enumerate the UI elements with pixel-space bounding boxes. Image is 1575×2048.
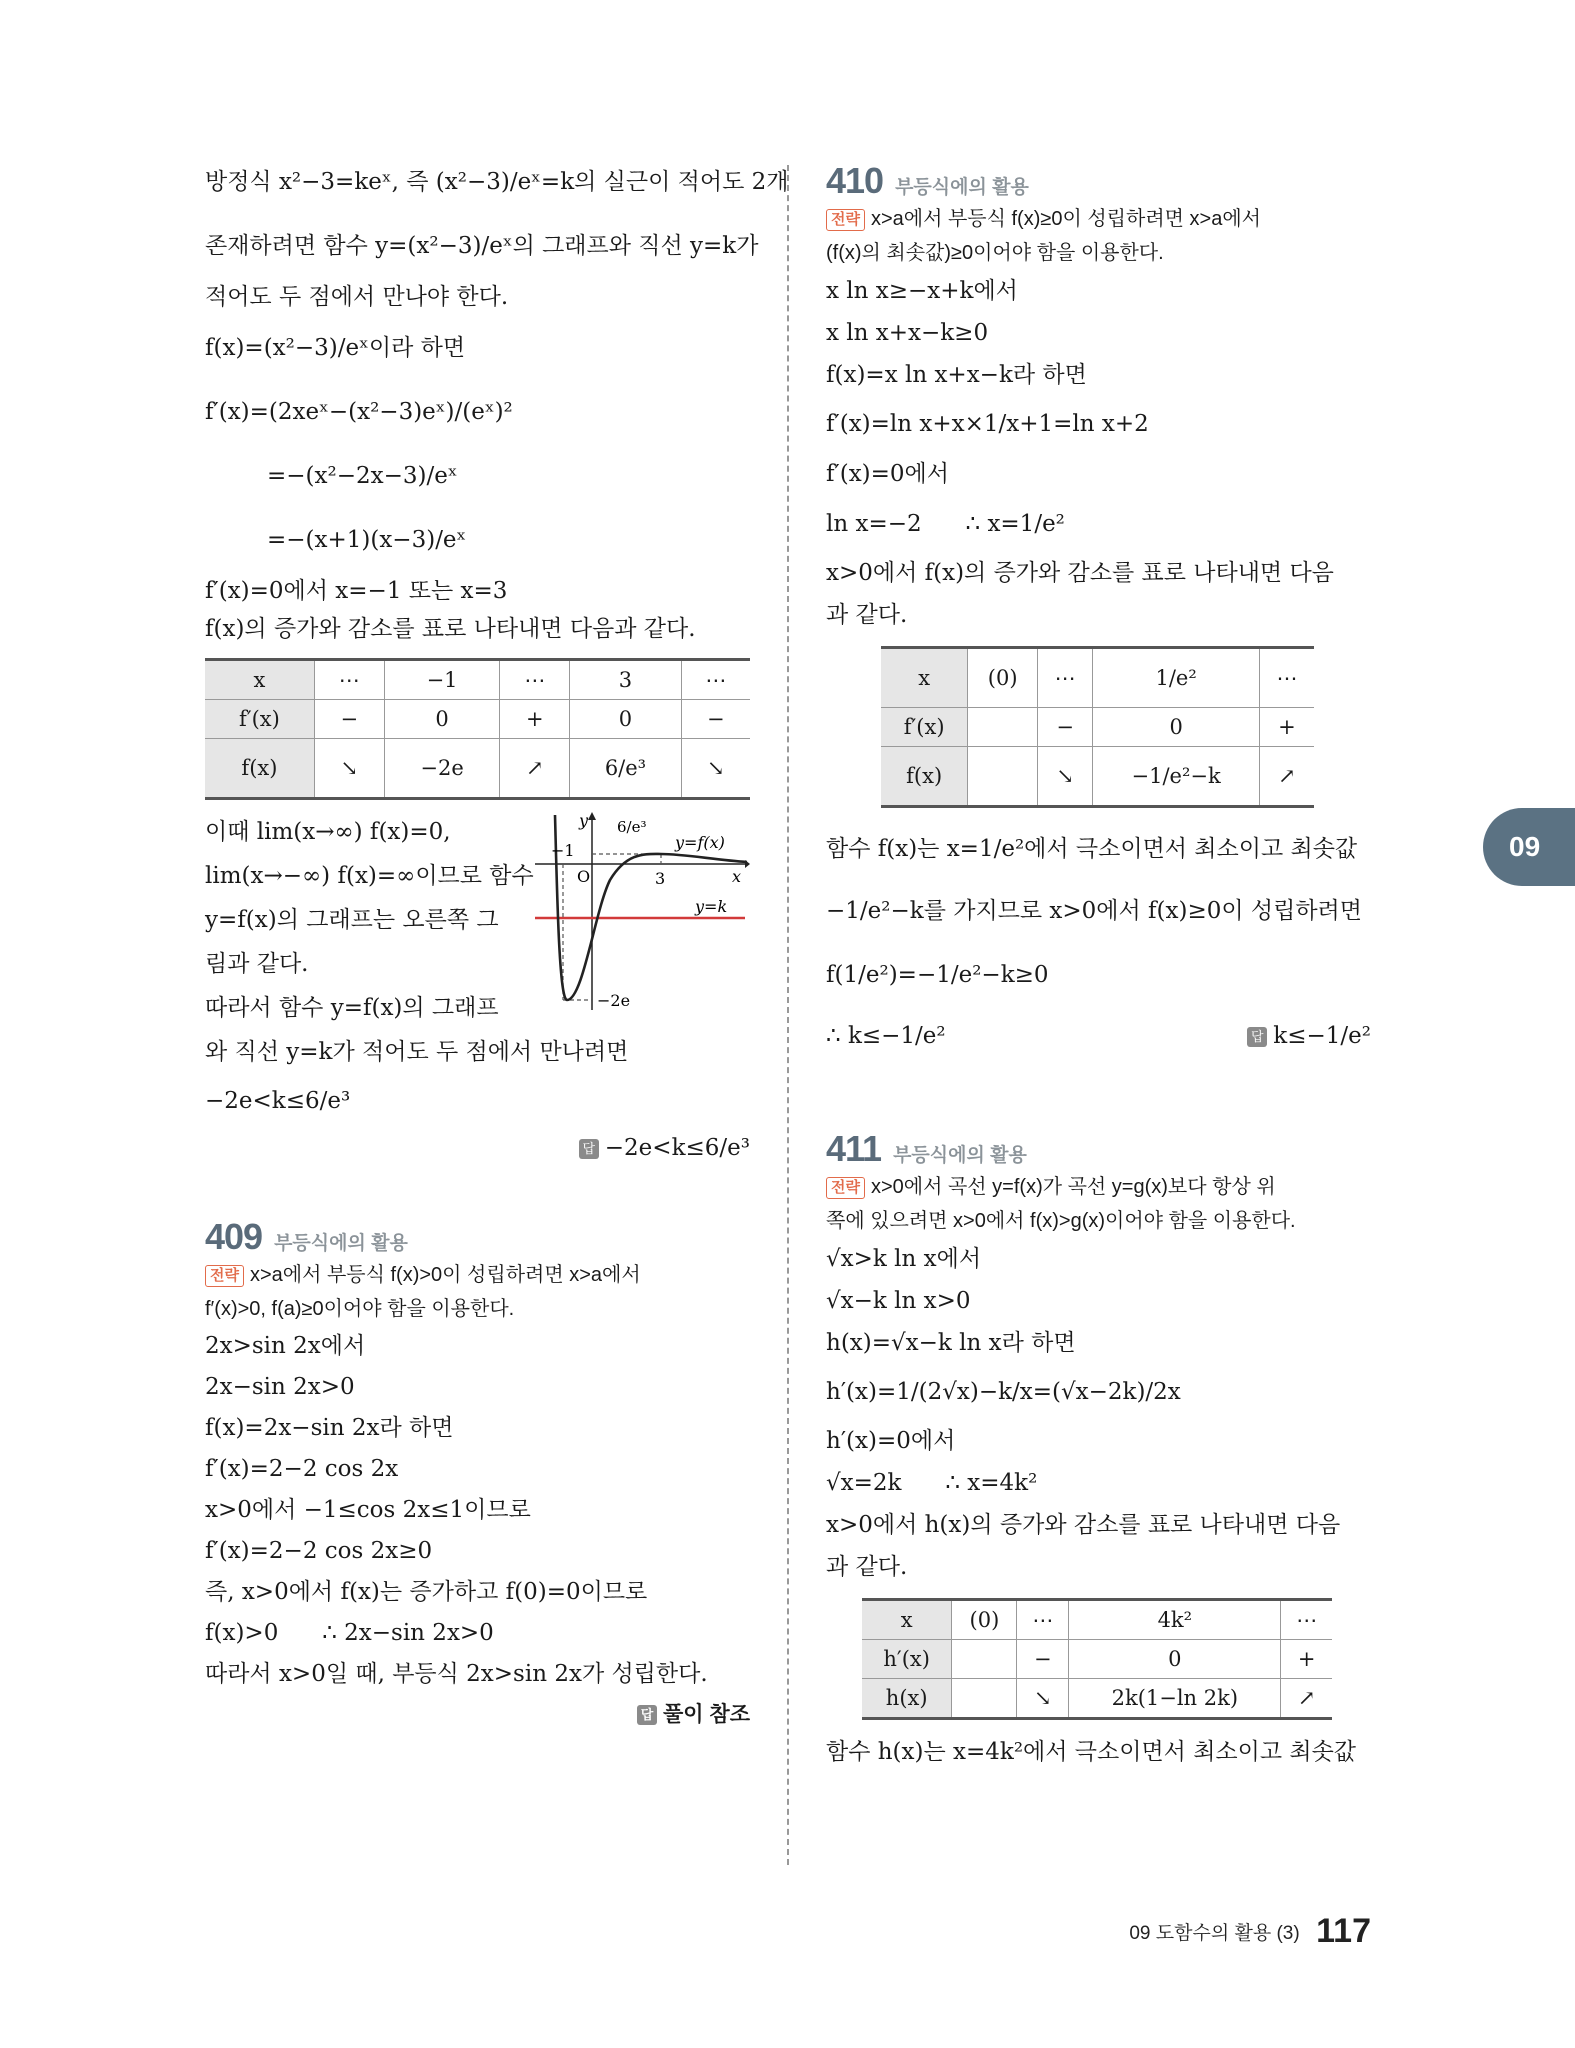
strategy-line: 전략 x>a에서 부등식 f(x)>0이 성립하려면 x>a에서 [205,1258,750,1292]
right-column [826,160,1371,1774]
table-cell: 0 [570,700,681,739]
problem-title: 부등식에의 활용 [274,1233,408,1254]
text-line: f(1/e²)=−1/e²−k≥0 [826,962,1049,988]
conclusion-row [826,1008,1371,1064]
text-line: f(x)=x ln x+x−k라 하면 [826,362,1087,388]
table-cell: x [862,1600,952,1640]
strategy-line: 전략 x>0에서 곡선 y=f(x)가 곡선 y=g(x)보다 항상 위 [826,1170,1371,1204]
table-cell [968,747,1038,807]
text-line: 함수 h(x)는 x=4k²에서 극소이면서 최소이고 최솟값 [826,1739,1357,1765]
text-line: f(x)의 증가와 감소를 표로 나타내면 다음과 같다. [205,616,696,642]
text-line: lim(x→−∞) f(x)=∞이므로 함수 [205,863,534,889]
table-cell: ↘ [1037,747,1092,807]
table-cell: 6/e³ [570,739,681,799]
table-cell: ↘ [1017,1679,1069,1719]
table-cell: 3 [570,660,681,700]
table-cell [968,708,1038,747]
text-line: √x>k ln x에서 [826,1246,982,1272]
y-label: y [579,811,589,830]
max-label: 6/e³ [617,818,647,836]
table-cell: + [1281,1640,1332,1679]
table-cell: x [205,660,314,700]
text-line: 2x>sin 2x에서 [205,1333,366,1359]
problem-410-header [826,160,1371,202]
chapter-side-tab: 09 [1483,808,1575,886]
text-line: ∴ k≤−1/e² [826,1023,946,1049]
text-line: f′(x)=2−2 cos 2x [205,1456,399,1482]
table-cell: (0) [968,648,1038,708]
page-number: 117 [1316,1912,1371,1950]
table-cell: ↗ [1281,1679,1332,1719]
table-cell: −1/e²−k [1093,747,1260,807]
text-line: x>0에서 f(x)의 증가와 감소를 표로 나타내면 다음 [826,560,1334,586]
table-cell: (0) [952,1600,1017,1640]
table-cell: ⋯ [1281,1600,1332,1640]
text-line: 따라서 x>0일 때, 부등식 2x>sin 2x가 성립한다. [205,1661,708,1687]
function-graph [535,810,750,1020]
text-line: f′(x)=(2xeˣ−(x²−3)eˣ)/(eˣ)² [205,399,513,425]
table-cell: 1/e² [1093,648,1260,708]
strategy-tag: 전략 [826,209,865,231]
variation-table-408 [205,658,750,800]
table-cell: ⋯ [681,660,750,700]
answer-icon: 답 [579,1139,599,1159]
column-divider [787,165,789,1865]
table-cell: 0 [384,700,500,739]
minus1-label: −1 [551,841,575,860]
table-cell: −1 [384,660,500,700]
table-cell: ↗ [500,739,570,799]
min-label: −2e [597,991,631,1010]
table-cell: x [881,648,968,708]
text-line: f(x)=(x²−3)/eˣ이라 하면 [205,335,466,361]
problem-411-header [826,1128,1371,1170]
table-cell: f′(x) [881,708,968,747]
answer-icon: 답 [1247,1027,1267,1047]
strategy-tag: 전략 [826,1177,865,1199]
text-line: −1/e²−k를 가지므로 x>0에서 f(x)≥0이 성립하려면 [826,898,1362,924]
text-line: 적어도 두 점에서 만나야 한다. [205,284,509,310]
text-line: 2x−sin 2x>0 [205,1374,355,1400]
text-line: f′(x)=ln x+x×1/x+1=ln x+2 [826,411,1149,437]
table-cell: ⋯ [1037,648,1092,708]
left-column [205,150,789,1735]
table-cell: 0 [1069,1640,1281,1679]
text-line: 방정식 x²−3=keˣ, 즉 (x²−3)/eˣ=k의 실근이 적어도 2개 [205,169,789,195]
table-cell: 0 [1093,708,1260,747]
text-line: √x=2k ∴ x=4k² [826,1470,1038,1496]
strategy-tag: 전략 [205,1265,244,1287]
text-line: ln x=−2 ∴ x=1/e² [826,511,1065,537]
table-cell: ⋯ [500,660,570,700]
table-cell: −2e [384,739,500,799]
text-line: 와 직선 y=k가 적어도 두 점에서 만나려면 [205,1039,629,1065]
text-line: x ln x+x−k≥0 [826,320,989,346]
table-cell: f′(x) [205,700,314,739]
text-line: 따라서 함수 y=f(x)의 그래프 [205,995,499,1021]
problem-409-header [205,1216,750,1258]
problem-title: 부등식에의 활용 [895,177,1029,198]
curve-label: y=f(x) [675,833,725,852]
graph-row [205,810,750,1030]
text-line: f(x)>0 ∴ 2x−sin 2x>0 [205,1620,494,1646]
text-line: 이때 lim(x→∞) f(x)=0, [205,819,451,845]
problem-number: 411 [826,1128,882,1169]
text-line: 과 같다. [826,602,908,628]
table-cell: f(x) [205,739,314,799]
table-cell: f(x) [881,747,968,807]
table-cell: − [681,700,750,739]
text-line: h(x)=√x−k ln x라 하면 [826,1330,1076,1356]
text-line: 함수 f(x)는 x=1/e²에서 극소이면서 최소이고 최솟값 [826,836,1358,862]
text-line: 존재하려면 함수 y=(x²−3)/eˣ의 그래프와 직선 y=k가 [205,233,759,259]
text-line: h′(x)=1/(2√x)−k/x=(√x−2k)/2x [826,1379,1181,1405]
text-line: =−(x²−2x−3)/eˣ [267,463,458,489]
strategy-line: 쪽에 있으려면 x>0에서 f(x)>g(x)이어야 함을 이용한다. [826,1210,1296,1232]
text-line: x ln x≥−x+k에서 [826,278,1018,304]
origin-label: O [577,867,591,886]
answer-410: 답 k≤−1/e² [1247,1016,1371,1056]
table-cell: − [1017,1640,1069,1679]
page-footer [1110,1912,1371,1951]
text-line: 과 같다. [826,1554,908,1580]
variation-table-410 [881,646,1314,808]
three-label: 3 [655,869,666,888]
text-line: x>0에서 −1≤cos 2x≤1이므로 [205,1497,531,1523]
line-label: y=k [695,897,728,916]
x-label: x [732,867,742,886]
table-cell: h(x) [862,1679,952,1719]
table-cell: ↗ [1259,747,1314,807]
table-cell: ↘ [681,739,750,799]
table-cell: 2k(1−ln 2k) [1069,1679,1281,1719]
table-cell [952,1640,1017,1679]
text-line: f′(x)=0에서 [826,461,949,487]
table-cell: ⋯ [1017,1600,1069,1640]
problem-number: 410 [826,160,884,201]
table-cell: − [1037,708,1092,747]
text-line: 즉, x>0에서 f(x)는 증가하고 f(0)=0이므로 [205,1579,648,1605]
text-line: f(x)=2x−sin 2x라 하면 [205,1415,454,1441]
text-line: √x−k ln x>0 [826,1288,971,1314]
text-line: =−(x+1)(x−3)/eˣ [267,527,467,553]
answer-409: 답 풀이 참조 [205,1695,750,1735]
strategy-line: (f(x)의 최솟값)≥0이어야 함을 이용한다. [826,242,1164,264]
strategy-line: 전략 x>a에서 부등식 f(x)≥0이 성립하려면 x>a에서 [826,202,1371,236]
table-cell: ⋯ [314,660,384,700]
text-line: x>0에서 h(x)의 증가와 감소를 표로 나타내면 다음 [826,1512,1341,1538]
text-line: −2e<k≤6/e³ [205,1088,351,1114]
table-cell: ⋯ [1259,648,1314,708]
text-line: 림과 같다. [205,951,309,977]
table-cell [952,1679,1017,1719]
chapter-title: 09 도함수의 활용 (3) [1129,1923,1300,1944]
text-line: f′(x)=0에서 x=−1 또는 x=3 [205,578,508,604]
variation-table-411 [862,1598,1332,1720]
answer-408: 답 −2e<k≤6/e³ [205,1128,750,1168]
y-axis-arrow [588,812,596,820]
text-line: h′(x)=0에서 [826,1428,956,1454]
table-cell: ↘ [314,739,384,799]
answer-icon: 답 [637,1705,657,1725]
table-cell: 4k² [1069,1600,1281,1640]
table-cell: − [314,700,384,739]
table-cell: h′(x) [862,1640,952,1679]
strategy-line: f′(x)>0, f(a)≥0이어야 함을 이용한다. [205,1298,515,1320]
table-cell: + [500,700,570,739]
text-line: f′(x)=2−2 cos 2x≥0 [205,1538,433,1564]
problem-number: 409 [205,1216,263,1257]
graph-explanation [205,810,535,1030]
problem-title: 부등식에의 활용 [893,1145,1027,1166]
table-cell: + [1259,708,1314,747]
text-line: y=f(x)의 그래프는 오른쪽 그 [205,907,499,933]
